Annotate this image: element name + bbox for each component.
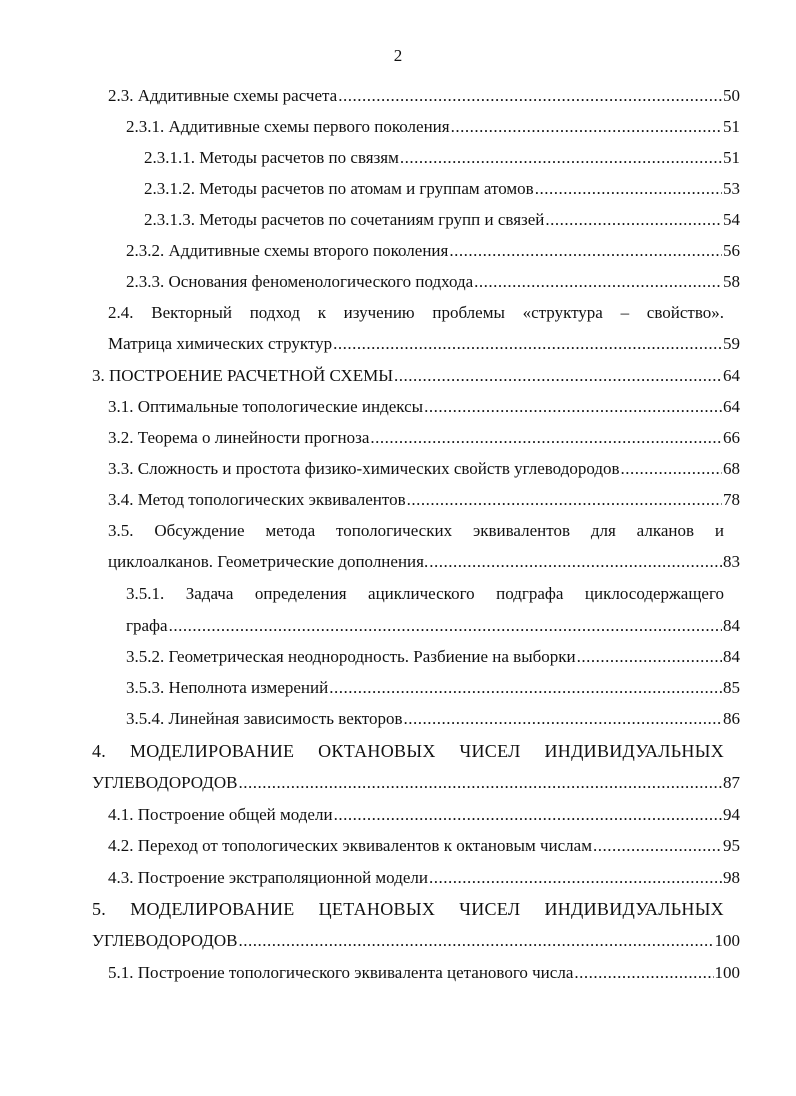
dot-leader [545,208,722,232]
toc-entry-page: 64 [723,397,740,416]
toc-entry [144,177,740,201]
toc-entry-page: 98 [723,868,740,887]
toc-entry-line1: 3.5.1. Задача определения ациклического подграфа циклосодержащего [126,584,724,603]
toc-entry-page: 78 [723,490,740,509]
toc-entry-page: 53 [723,179,740,198]
toc-entry-title: 4.1. Построение общей модели [108,805,333,824]
toc-entry-title: 3.2. Теорема о линейности прогноза [108,428,370,447]
toc-entry-title: УГЛЕВОДОРОДОВ [92,773,238,792]
toc-entry-title: 3.5.4. Линейная зависимость векторов [126,709,403,728]
dot-leader [329,676,722,700]
toc-entry-title: 2.3.1. Аддитивные схемы первого поколения [126,117,450,136]
toc-entry-page: 58 [723,272,740,291]
dot-leader [407,488,722,512]
toc-entry-title: УГЛЕВОДОРОДОВ [92,931,238,950]
toc-entry-page: 66 [723,428,740,447]
toc-entry-title: 3.3. Сложность и простота физико-химических свойств углеводородов [108,459,620,478]
toc-entry [92,771,740,795]
toc-entry [108,488,740,512]
toc-entry [126,115,740,139]
toc-entry-title: 2.3.2. Аддитивные схемы второго поколения [126,241,449,260]
toc-entry-line1: 3.5. Обсуждение метода топологических эквивалентов для алканов и [108,521,724,540]
toc-entry-title: графа [126,616,168,635]
toc-entry-page: 51 [723,117,740,136]
toc-entry [92,929,740,953]
toc-entry-page: 68 [723,459,740,478]
toc-entry-title: 3. ПОСТРОЕНИЕ РАСЧЕТНОЙ СХЕМЫ [92,366,394,385]
toc-entry [108,84,740,108]
toc-entry-page: 100 [714,963,740,982]
dot-leader [169,614,722,638]
dot-leader [238,929,713,953]
toc-entry-page: 94 [723,805,740,824]
toc-entry-page: 51 [723,148,740,167]
toc-entry-title: 2.3. Аддитивные схемы расчета [108,86,338,105]
dot-leader [404,707,722,731]
toc-entry-page: 50 [723,86,740,105]
toc-entry-page: 54 [723,210,740,229]
toc-entry [108,395,740,419]
dot-leader [429,550,722,574]
toc-entry-page: 100 [714,931,740,950]
toc-entry-title: 2.3.3. Основания феноменологического подхода [126,272,474,291]
toc-entry-title: Матрица химических структур [108,334,333,353]
toc-entry-title: 4.3. Построение экстраполяционной модели [108,868,428,887]
toc-entry [126,614,740,638]
toc-entry [108,834,740,858]
toc-entry-page: 86 [723,709,740,728]
toc-entry-page: 84 [723,616,740,635]
toc-entry-title: 3.4. Метод топологических эквивалентов [108,490,406,509]
dot-leader [449,239,722,263]
toc-entry [126,676,740,700]
dot-leader [424,395,722,419]
dot-leader [394,364,722,388]
toc-entry [108,961,740,985]
toc-entry [108,426,740,450]
page-number: 2 [393,46,403,65]
toc-entry [144,146,740,170]
toc-entry [108,866,740,890]
toc-entry-line1: 2.4. Векторный подход к изучению проблемы «структура – свойство». [108,303,724,322]
dot-leader [400,146,722,170]
toc-entry-title: 2.3.1.1. Методы расчетов по связям [144,148,399,167]
dot-leader [535,177,722,201]
toc-entry-title: 3.1. Оптимальные топологические индексы [108,397,424,416]
toc-entry-page: 87 [723,773,740,792]
dot-leader [238,771,722,795]
toc-entry-page: 64 [723,366,740,385]
toc-entry [108,550,740,574]
toc-entry-page: 95 [723,836,740,855]
dot-leader [474,270,722,294]
toc-entry [126,707,740,731]
toc-entry-page: 84 [723,647,740,666]
toc-entry-title: 3.5.2. Геометрическая неоднородность. Разбиение на выборки [126,647,576,666]
toc-entry [126,645,740,669]
toc-entry [92,364,740,388]
toc-entry-page: 59 [723,334,740,353]
toc-entry-page: 83 [723,552,740,571]
toc-entry-page: 56 [723,241,740,260]
toc-entry [126,239,740,263]
toc-entry-title: 5.1. Построение топологического эквивалента цетанового числа [108,963,574,982]
toc-entry-line1: 5. МОДЕЛИРОВАНИЕ ЦЕТАНОВЫХ ЧИСЕЛ ИНДИВИДУАЛЬНЫХ [92,899,724,919]
dot-leader [429,866,722,890]
toc-entry [108,332,740,356]
toc-entry-page: 85 [723,678,740,697]
toc-entry [144,208,740,232]
toc-entry-title: циклоалканов. Геометрические дополнения. [108,552,429,571]
dot-leader [451,115,722,139]
toc-entry [108,803,740,827]
toc-entry-line1: 4. МОДЕЛИРОВАНИЕ ОКТАНОВЫХ ЧИСЕЛ ИНДИВИДУАЛЬНЫХ [92,741,724,761]
toc-entry-title: 4.2. Переход от топологических эквивалентов к октановым числам [108,836,592,855]
toc-entry-title: 3.5.3. Неполнота измерений [126,678,329,697]
dot-leader [621,457,722,481]
toc-entry-title: 2.3.1.3. Методы расчетов по сочетаниям групп и связей [144,210,545,229]
dot-leader [338,84,722,108]
dot-leader [370,426,722,450]
dot-leader [593,834,722,858]
toc-entry-title: 2.3.1.2. Методы расчетов по атомам и группам атомов [144,179,534,198]
toc-entry [126,270,740,294]
dot-leader [577,645,722,669]
dot-leader [334,803,722,827]
dot-leader [333,332,722,356]
dot-leader [574,961,713,985]
toc-entry [108,457,740,481]
